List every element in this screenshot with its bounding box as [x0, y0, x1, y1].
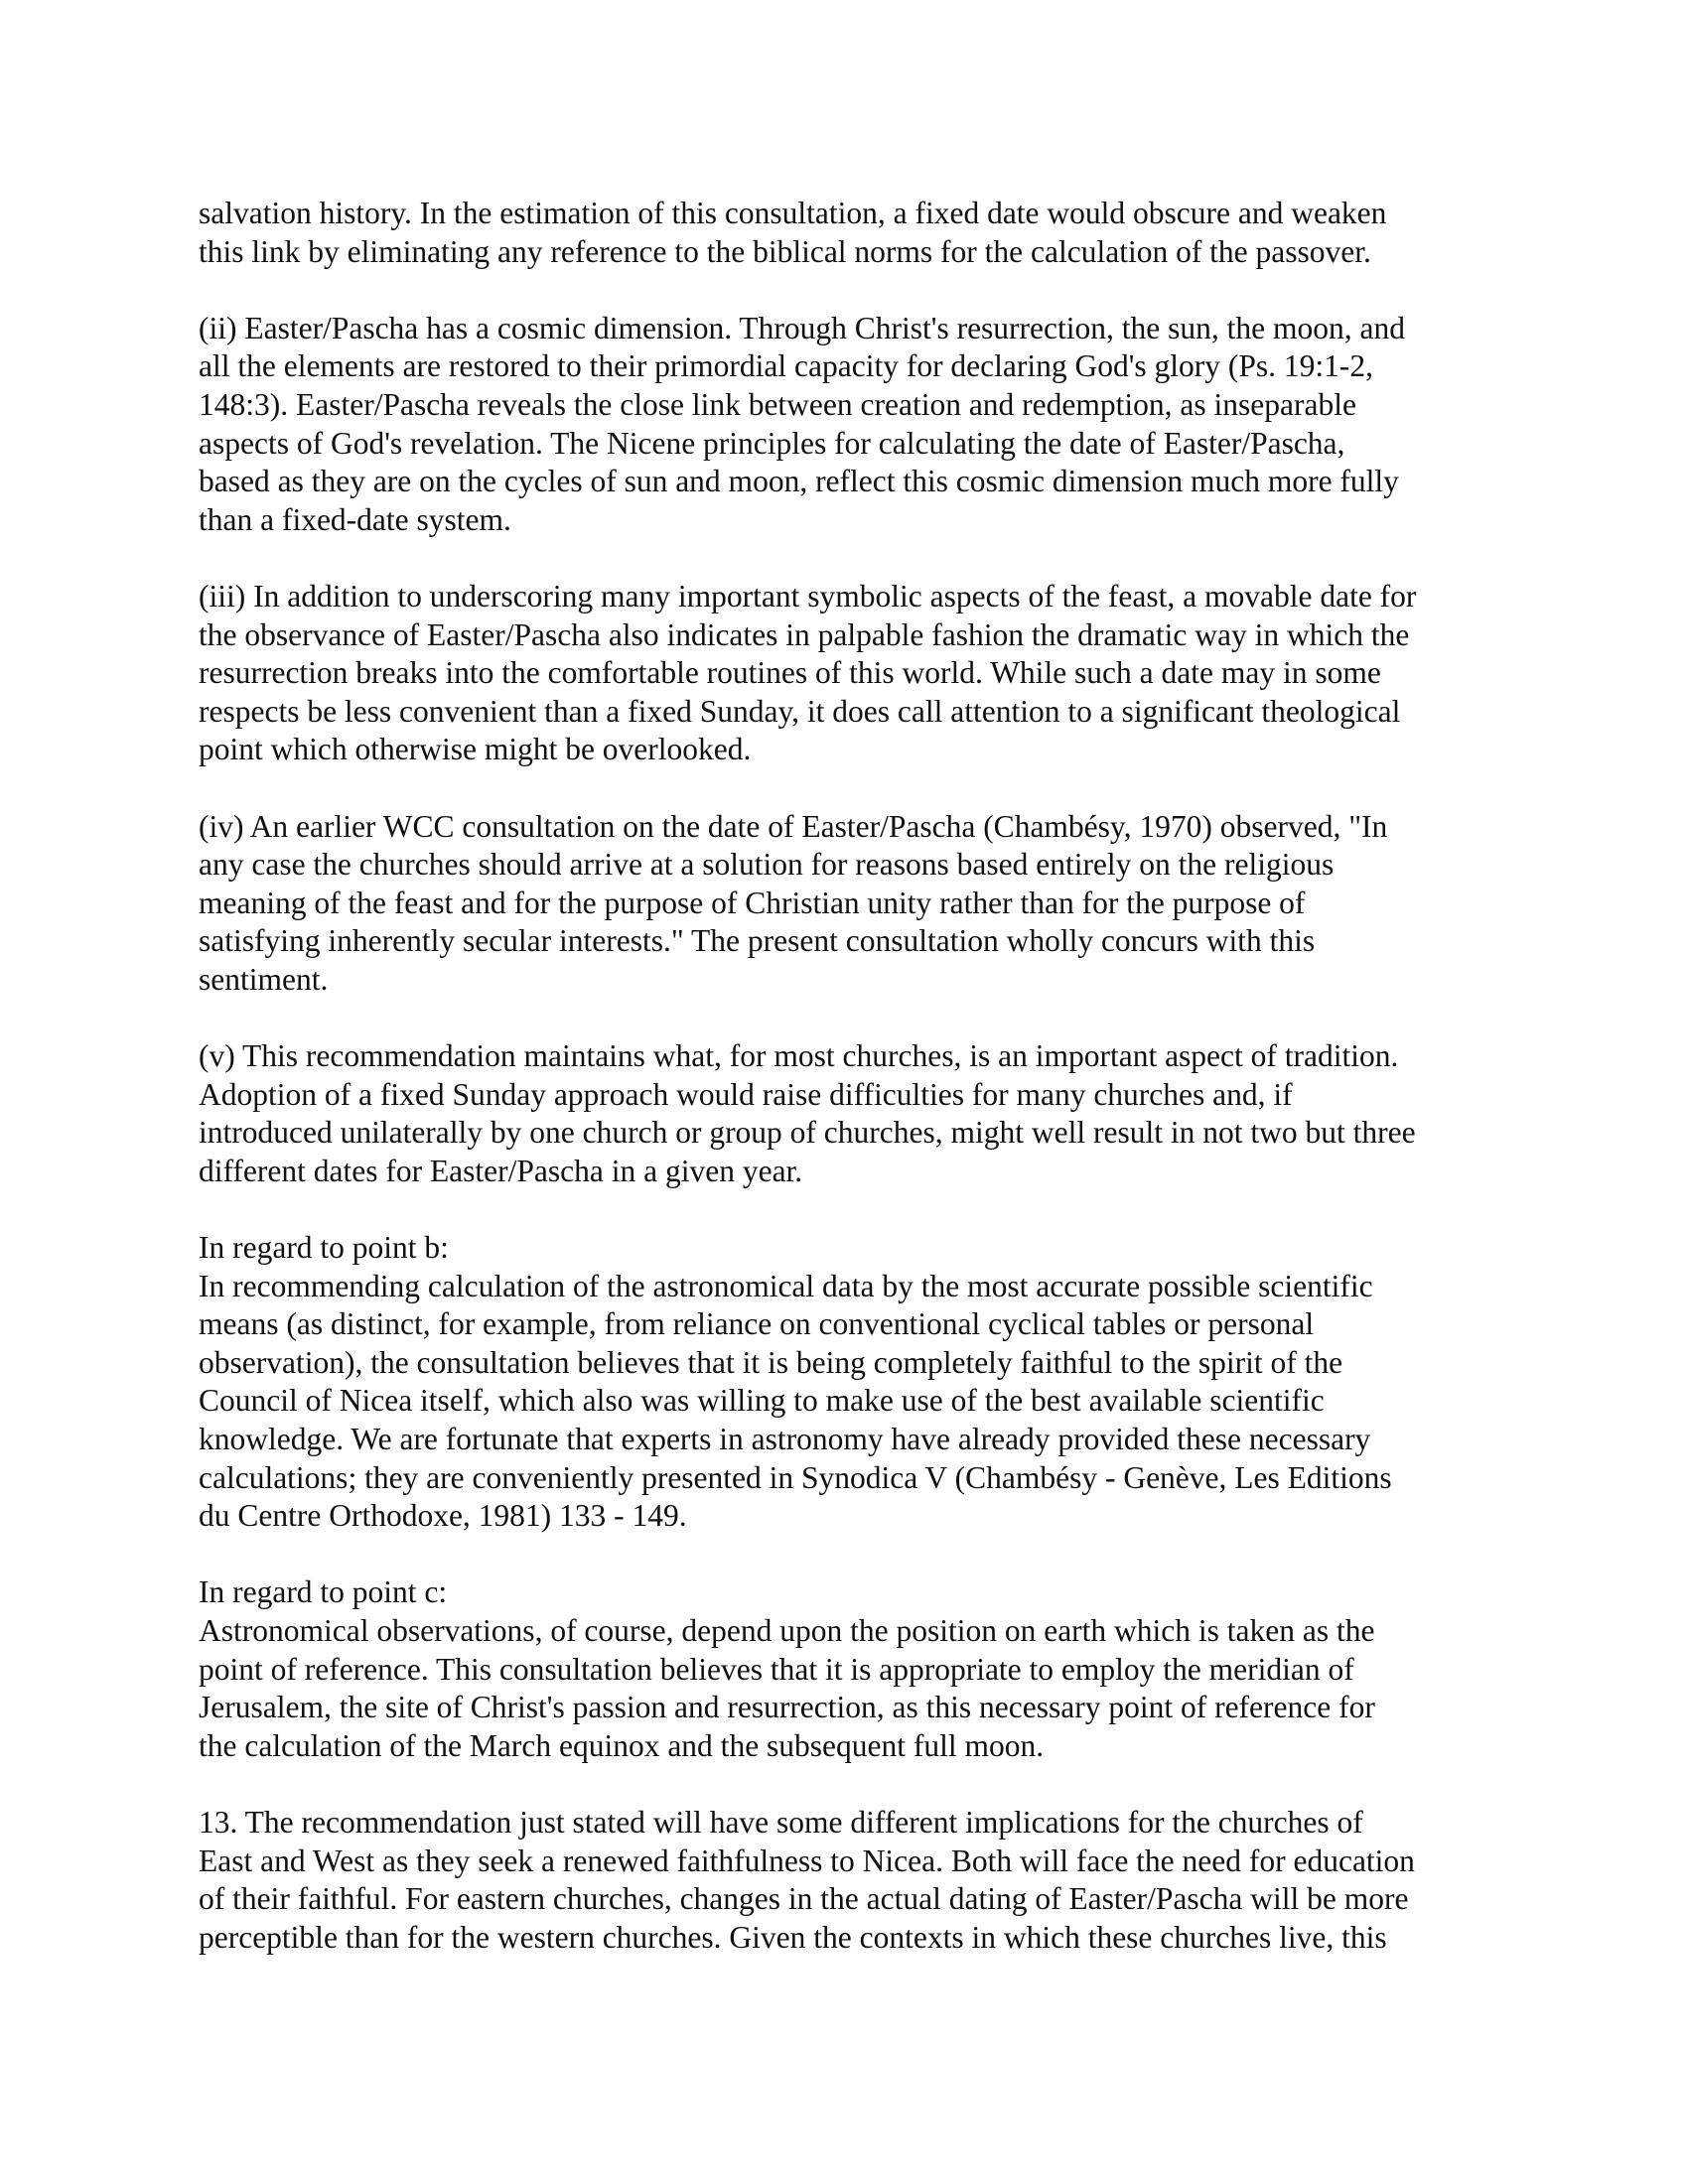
text-line: satisfying inherently secular interests." The present consultation wholly concurs with this [199, 923, 1316, 959]
paragraph-13 [199, 1804, 1499, 1957]
text-line: Council of Nicea itself, which also was willing to make use of the best available scientific [199, 1383, 1325, 1419]
text-line: Astronomical observations, of course, depend upon the position on earth which is taken as the [199, 1612, 1375, 1648]
text-line: introduced unilaterally by one church or group of churches, might well result in not two but three [199, 1115, 1416, 1151]
text-line: observation), the consultation believes that it is being completely faithful to the spirit of the [199, 1344, 1343, 1380]
text-line: resurrection breaks into the comfortable routines of this world. While such a date may in some [199, 655, 1381, 691]
text-line: 13. The recommendation just stated will have some different implications for the churches of [199, 1804, 1363, 1840]
text-line: this link by eliminating any reference to the biblical norms for the calculation of the passover. [199, 233, 1371, 269]
text-line: any case the churches should arrive at a solution for reasons based entirely on the religious [199, 847, 1335, 883]
text-line: means (as distinct, for example, from reliance on conventional cyclical tables or personal [199, 1306, 1315, 1342]
text-line: (v) This recommendation maintains what, for most churches, is an important aspect of tradition. [199, 1038, 1399, 1074]
paragraph-point-b [199, 1229, 1499, 1536]
text-line: (ii) Easter/Pascha has a cosmic dimension. Through Christ's resurrection, the sun, the moon, and [199, 310, 1405, 345]
paragraph-v [199, 1037, 1499, 1190]
text-line: point of reference. This consultation believes that it is appropriate to employ the meridian of [199, 1651, 1354, 1687]
text-line: In recommending calculation of the astronomical data by the most accurate possible scientific [199, 1268, 1373, 1303]
text-line: (iii) In addition to underscoring many important symbolic aspects of the feast, a movable date for [199, 578, 1417, 614]
text-line: point which otherwise might be overlooked. [199, 732, 752, 767]
text-line: based as they are on the cycles of sun and moon, reflect this cosmic dimension much more fully [199, 464, 1399, 499]
paragraph-iii [199, 578, 1499, 769]
text-line: all the elements are restored to their primordial capacity for declaring God's glory (Ps. 19:1-2, [199, 348, 1374, 384]
text-line: East and West as they seek a renewed faithfulness to Nicea. Both will face the need for education [199, 1843, 1415, 1878]
text-line: perceptible than for the western churches. Given the contexts in which these churches live, this [199, 1919, 1387, 1955]
document-page [199, 195, 1499, 1995]
text-line: Jerusalem, the site of Christ's passion and resurrection, as this necessary point of reference for [199, 1690, 1375, 1725]
text-line: (iv) An earlier WCC consultation on the date of Easter/Pascha (Chambésy, 1970) observed, "In [199, 808, 1388, 844]
paragraph-continuation [199, 195, 1499, 271]
text-line: aspects of God's revelation. The Nicene principles for calculating the date of Easter/Pascha, [199, 425, 1345, 461]
text-line: In regard to point c: [199, 1574, 448, 1610]
text-line: du Centre Orthodoxe, 1981) 133 - 149. [199, 1498, 687, 1534]
text-line: knowledge. We are fortunate that experts in astronomy have already provided these necessary [199, 1422, 1371, 1456]
paragraph-ii [199, 310, 1499, 540]
text-line: sentiment. [199, 961, 329, 997]
text-line: calculations; they are conveniently presented in Synodica V (Chambésy - Genève, Les Editions [199, 1459, 1392, 1495]
paragraph-point-c [199, 1573, 1499, 1765]
text-line: than a fixed-date system. [199, 501, 511, 537]
text-line: the observance of Easter/Pascha also indicates in palpable fashion the dramatic way in which the [199, 616, 1410, 652]
text-line: of their faithful. For eastern churches, changes in the actual dating of Easter/Pascha will be more [199, 1881, 1409, 1917]
text-line: 148:3). Easter/Pascha reveals the close link between creation and redemption, as inseparable [199, 386, 1356, 422]
text-line: Adoption of a fixed Sunday approach would raise difficulties for many churches and, if [199, 1076, 1293, 1112]
text-line: meaning of the feast and for the purpose of Christian unity rather than for the purpose of [199, 885, 1306, 920]
text-line: In regard to point b: [199, 1230, 449, 1266]
paragraph-iv [199, 808, 1499, 1000]
text-line: salvation history. In the estimation of this consultation, a fixed date would obscure and weaken [199, 196, 1387, 230]
text-line: different dates for Easter/Pascha in a given year. [199, 1153, 803, 1188]
text-line: the calculation of the March equinox and the subsequent full moon. [199, 1727, 1045, 1763]
text-line: respects be less convenient than a fixed Sunday, it does call attention to a significant theological [199, 693, 1401, 729]
